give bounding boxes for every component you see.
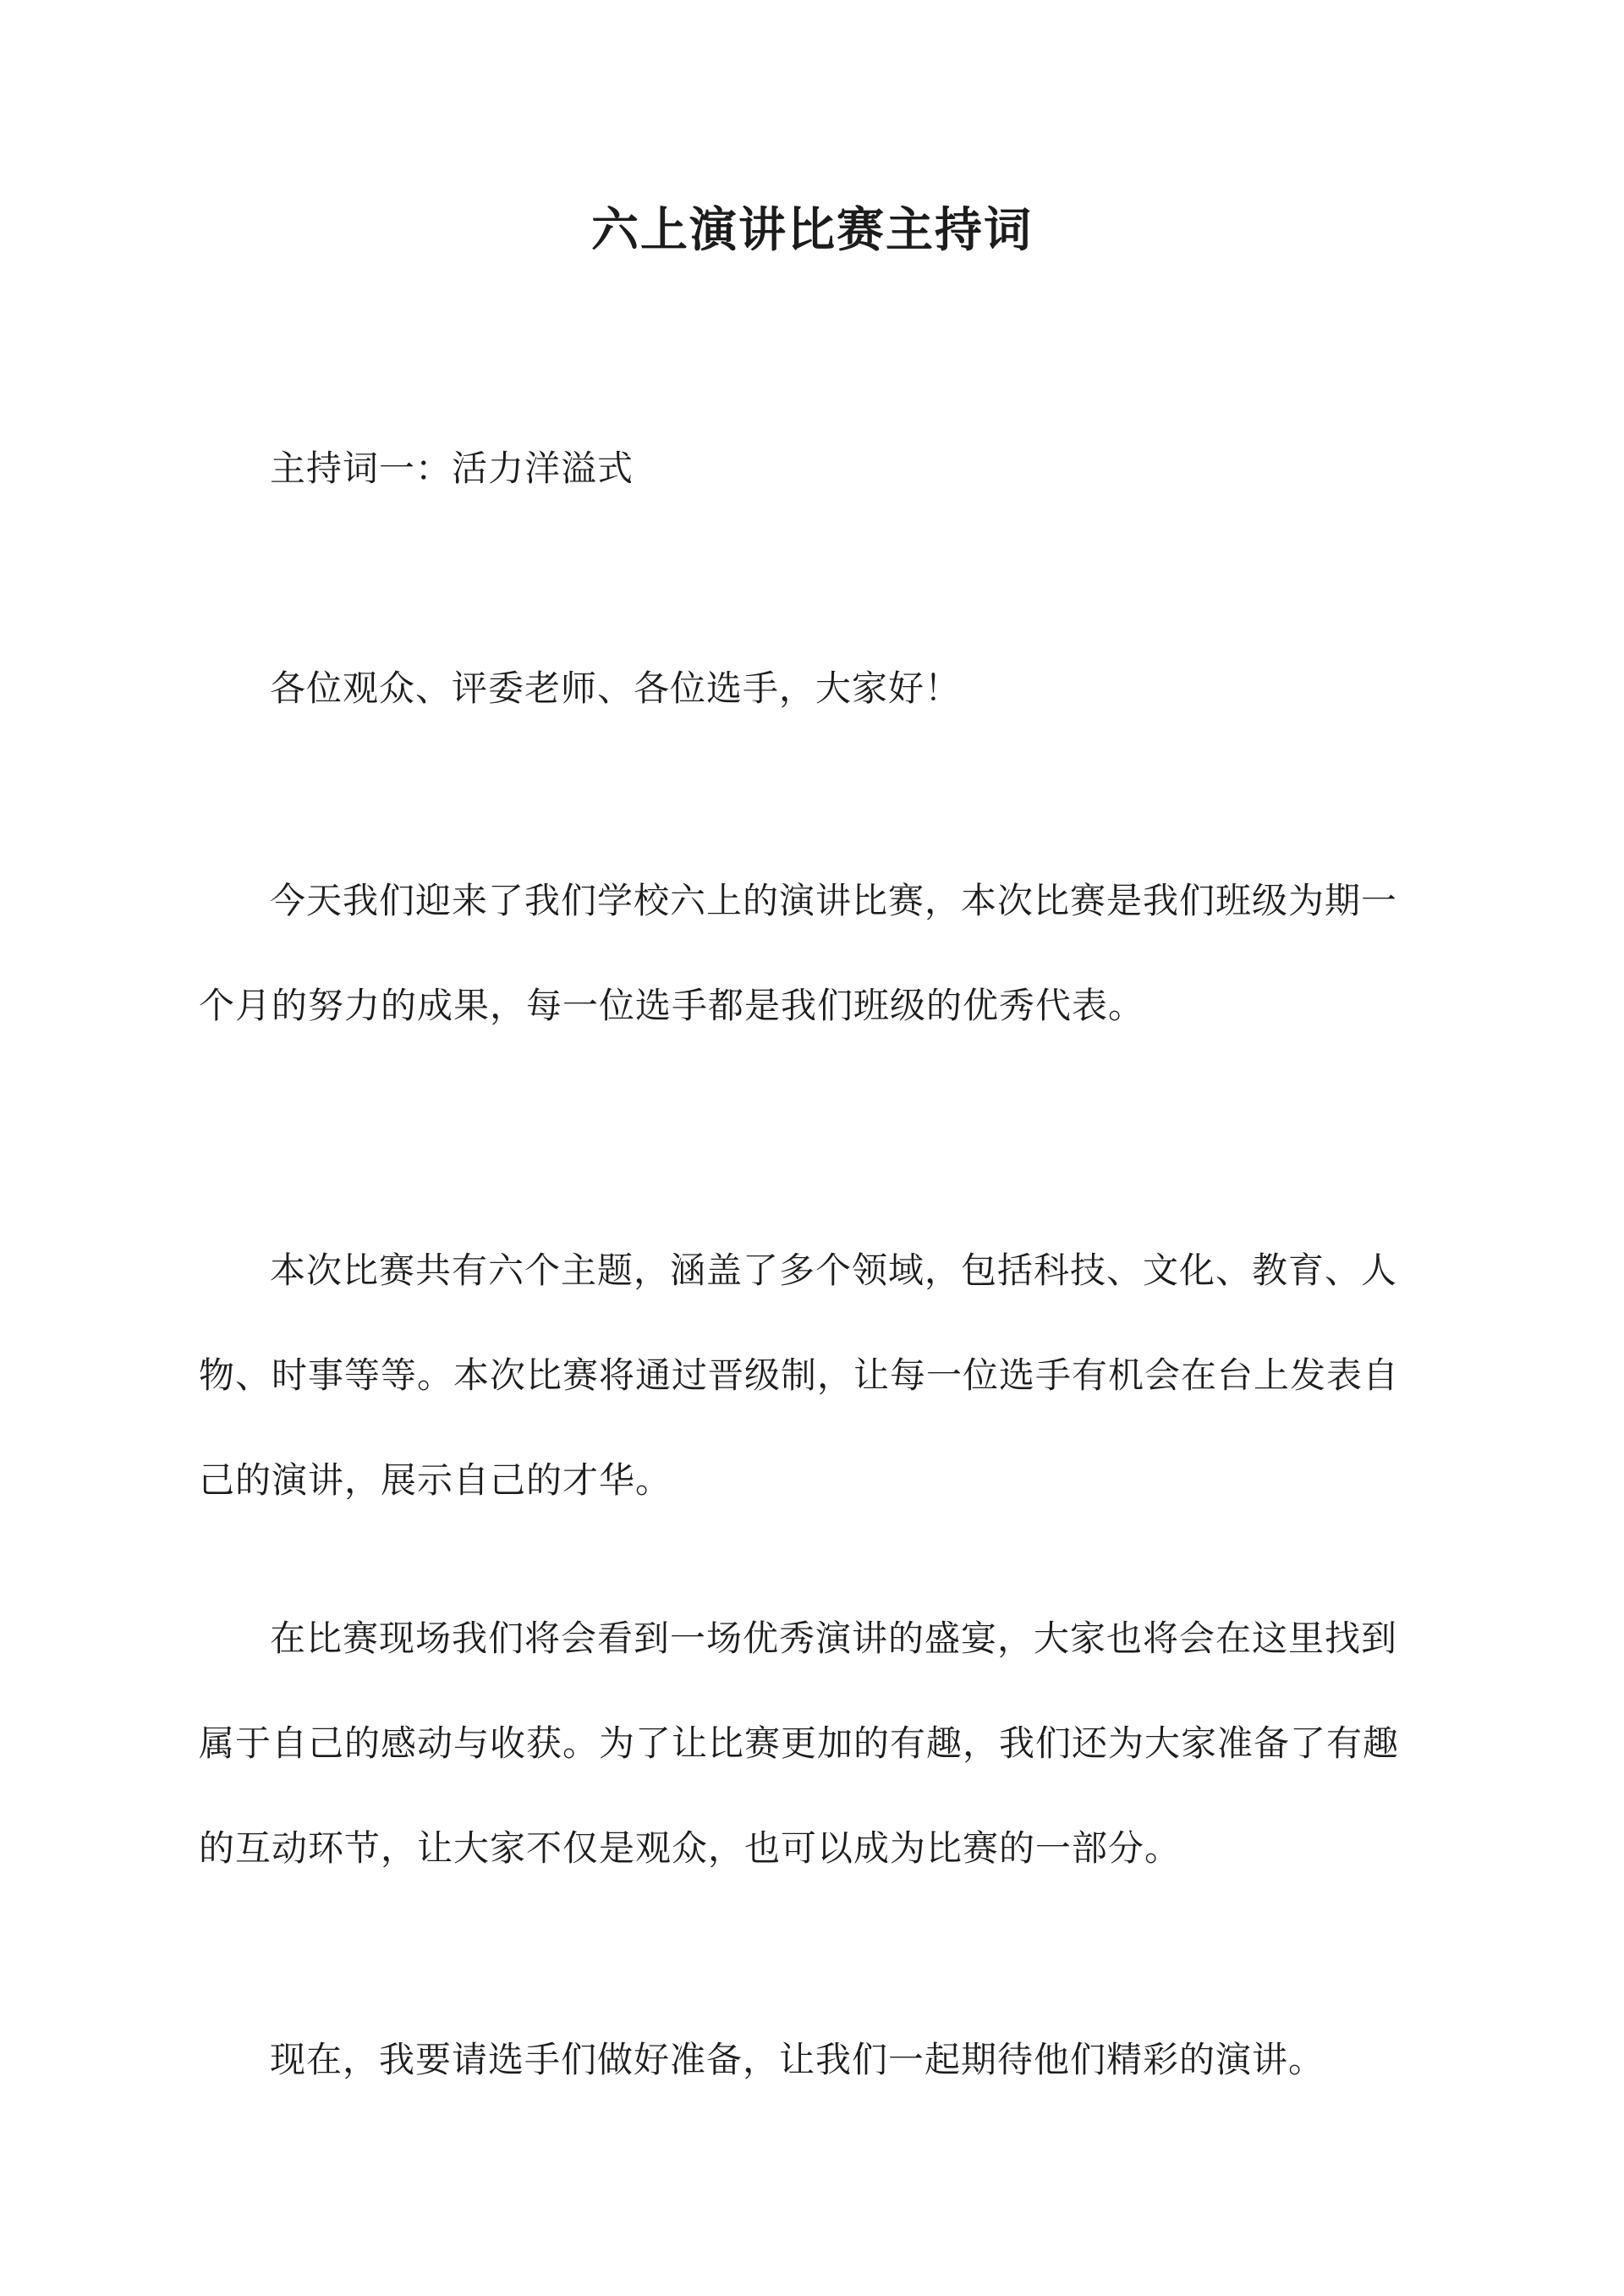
paragraph-host-style: 主持词一：活力洋溢式 (270, 448, 634, 489)
paragraph-intro: 今天我们迎来了我们学校六上的演讲比赛，本次比赛是我们班级为期一个月的努力的成果，每一位选手都是我们班级的优秀代表。 (199, 880, 1398, 1026)
paragraph-event: 在比赛现场我们将会看到一场优秀演讲的盛宴，大家也将会在这里找到属于自己的感动与收获。为了让比赛更加的有趣，我们还为大家准备了有趣的互动环节，让大家不仅是观众，也可以成为比赛的一部分。 (199, 1618, 1400, 1869)
paragraph-closing: 现在，我要请选手们做好准备，让我们一起期待他们精彩的演讲。 (270, 2039, 1325, 2080)
paragraph-greeting: 各位观众、评委老师、各位选手，大家好！ (270, 667, 962, 709)
document-title: 六上演讲比赛主持词 (591, 202, 1033, 258)
paragraph-themes: 本次比赛共有六个主题，涵盖了多个领域，包括科技、文化、教育、人物、时事等等。本次比赛将通过晋级制，让每一位选手有机会在台上发表自己的演讲，展示自己的才华。 (199, 1250, 1400, 1501)
